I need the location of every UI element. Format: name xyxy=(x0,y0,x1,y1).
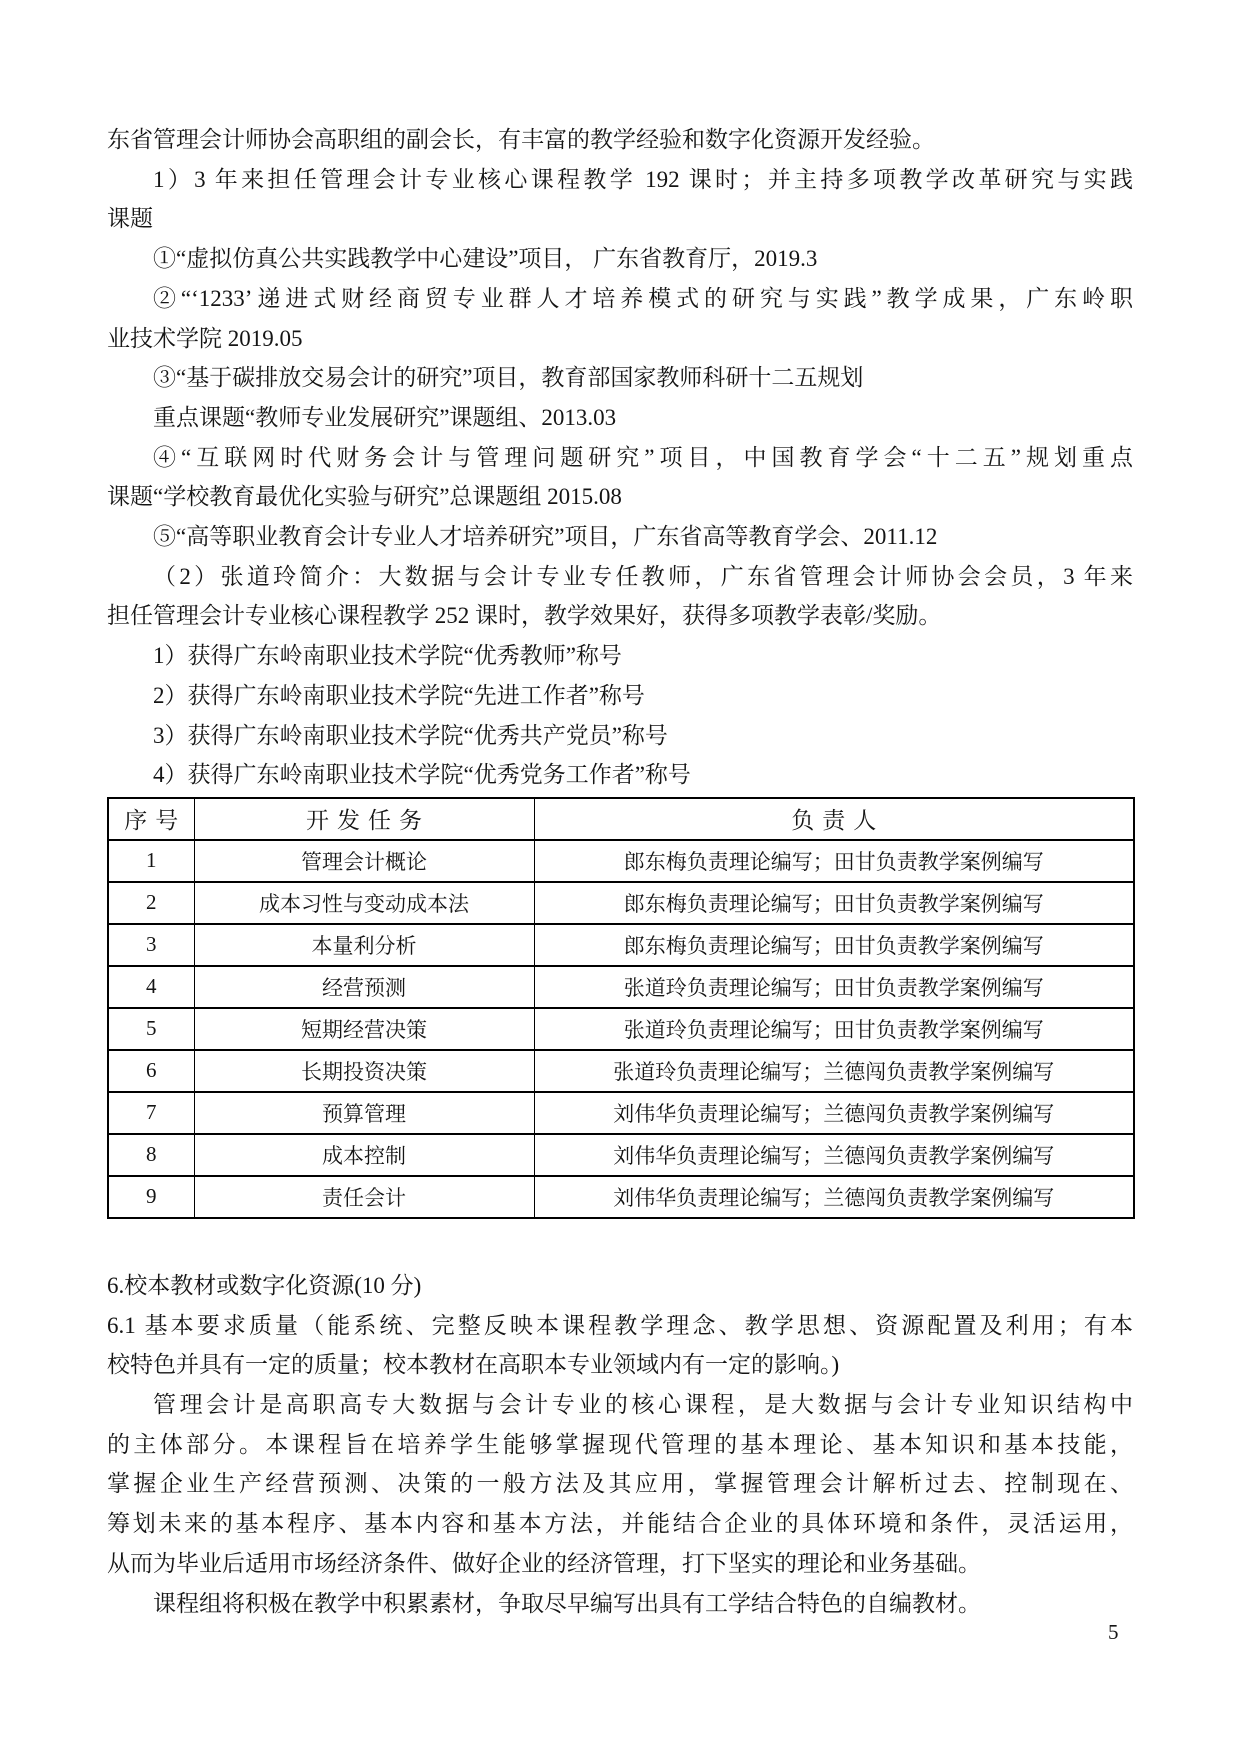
table-cell: 7 xyxy=(108,1092,194,1134)
text-block-top xyxy=(107,120,1133,795)
table-cell: 短期经营决策 xyxy=(194,1008,534,1050)
table-cell: 管理会计概论 xyxy=(194,840,534,882)
text-line: ①“虚拟仿真公共实践教学中心建设”项目， 广东省教育厅，2019.3 xyxy=(153,246,818,272)
text-line: 管理会计是高职高专大数据与会计专业的核心课程，是大数据与会计专业知识结构中 xyxy=(153,1392,1133,1418)
text-line: ⑤“高等职业教育会计专业人才培养研究”项目，广东省高等教育学会、2011.12 xyxy=(153,524,938,550)
table-row xyxy=(108,966,1134,1008)
table-cell: 郎东梅负责理论编写；田甘负责教学案例编写 xyxy=(534,840,1134,882)
table-row xyxy=(108,1050,1134,1092)
text-line: 课题“学校教育最优化实验与研究”总课题组 2015.08 xyxy=(107,484,622,510)
table-cell: 本量利分析 xyxy=(194,924,534,966)
table-header-row xyxy=(108,798,1134,840)
text-line: 从而为毕业后适用市场经济条件、做好企业的经济管理，打下坚实的理论和业务基础。 xyxy=(107,1550,981,1576)
page-number: 5 xyxy=(1108,1620,1119,1644)
table-cell: 4 xyxy=(108,966,194,1008)
text-line: 东省管理会计师协会高职组的副会长，有丰富的教学经验和数字化资源开发经验。 xyxy=(107,127,935,152)
text-line: （2）张道玲简介：大数据与会计专业专任教师，广东省管理会计师协会会员，3 年来 xyxy=(153,563,1133,589)
table-row xyxy=(108,840,1134,882)
text-line: 筹划未来的基本程序、基本内容和基本方法，并能结合企业的具体环境和条件，灵活运用， xyxy=(107,1511,1133,1537)
text-block-bottom xyxy=(107,1266,1133,1623)
table-row xyxy=(108,1176,1134,1218)
table-row xyxy=(108,1008,1134,1050)
table-row xyxy=(108,1092,1134,1134)
column-header-task: 开发任务 xyxy=(194,798,534,840)
table-cell: 5 xyxy=(108,1008,194,1050)
text-line: ③“基于碳排放交易会计的研究”项目，教育部国家教师科研十二五规划 xyxy=(153,365,864,391)
table-cell: 张道玲负责理论编写；田甘负责教学案例编写 xyxy=(534,966,1134,1008)
table-cell: 刘伟华负责理论编写；兰德闯负责教学案例编写 xyxy=(534,1092,1134,1134)
text-line: 校特色并具有一定的质量；校本教材在高职本专业领域内有一定的影响。) xyxy=(107,1352,840,1378)
text-line: ②“‘1233’递进式财经商贸专业群人才培养模式的研究与实践”教学成果，广东岭职 xyxy=(153,285,1133,311)
table-cell: 成本习性与变动成本法 xyxy=(194,882,534,924)
text-line: 担任管理会计专业核心课程教学 252 课时，教学效果好，获得多项教学表彰/奖励。 xyxy=(107,603,942,629)
table-cell: 成本控制 xyxy=(194,1134,534,1176)
table-cell: 长期投资决策 xyxy=(194,1050,534,1092)
table-cell: 刘伟华负责理论编写；兰德闯负责教学案例编写 xyxy=(534,1176,1134,1218)
table-cell: 张道玲负责理论编写；兰德闯负责教学案例编写 xyxy=(534,1050,1134,1092)
dev-tasks-table xyxy=(107,797,1135,1219)
text-line: 课程组将积极在教学中积累素材，争取尽早编写出具有工学结合特色的自编教材。 xyxy=(153,1590,981,1616)
text-line: 6.1 基本要求质量（能系统、完整反映本课程教学理念、教学思想、资源配置及利用；有本 xyxy=(107,1312,1133,1338)
table-cell: 预算管理 xyxy=(194,1092,534,1134)
text-line: 3）获得广东岭南职业技术学院“优秀共产党员”称号 xyxy=(153,722,668,748)
text-line: 课题 xyxy=(107,206,153,232)
text-line: 业技术学院 2019.05 xyxy=(107,325,303,351)
table-cell: 郎东梅负责理论编写；田甘负责教学案例编写 xyxy=(534,924,1134,966)
page-content xyxy=(107,120,1133,1623)
table-cell: 2 xyxy=(108,882,194,924)
table-cell: 8 xyxy=(108,1134,194,1176)
text-line: 重点课题“教师专业发展研究”课题组、2013.03 xyxy=(153,404,617,430)
text-line: 6.校本教材或数字化资源(10 分) xyxy=(107,1272,422,1298)
column-header-index: 序号 xyxy=(108,798,194,840)
table-cell: 9 xyxy=(108,1176,194,1218)
text-line: 1）3 年来担任管理会计专业核心课程教学 192 课时；并主持多项教学改革研究与实践 xyxy=(153,166,1134,192)
table-cell: 经营预测 xyxy=(194,966,534,1008)
text-line: 的主体部分。本课程旨在培养学生能够掌握现代管理的基本理论、基本知识和基本技能， xyxy=(107,1431,1133,1457)
table-row xyxy=(108,882,1134,924)
text-line: 2）获得广东岭南职业技术学院“先进工作者”称号 xyxy=(153,682,645,708)
table-cell: 责任会计 xyxy=(194,1176,534,1218)
table-cell: 郎东梅负责理论编写；田甘负责教学案例编写 xyxy=(534,882,1134,924)
text-line: 掌握企业生产经营预测、决策的一般方法及其应用，掌握管理会计解析过去、控制现在、 xyxy=(107,1471,1133,1497)
table-cell: 1 xyxy=(108,840,194,882)
table-cell: 张道玲负责理论编写；田甘负责教学案例编写 xyxy=(534,1008,1134,1050)
column-header-owner: 负责人 xyxy=(534,798,1134,840)
text-line: 4）获得广东岭南职业技术学院“优秀党务工作者”称号 xyxy=(153,762,691,788)
text-line: 1）获得广东岭南职业技术学院“优秀教师”称号 xyxy=(153,643,622,669)
table-row xyxy=(108,924,1134,966)
table-cell: 3 xyxy=(108,924,194,966)
table-cell: 6 xyxy=(108,1050,194,1092)
text-line: ④“互联网时代财务会计与管理问题研究”项目，中国教育学会“十二五”规划重点 xyxy=(153,444,1133,470)
table-cell: 刘伟华负责理论编写；兰德闯负责教学案例编写 xyxy=(534,1134,1134,1176)
table-row xyxy=(108,1134,1134,1176)
